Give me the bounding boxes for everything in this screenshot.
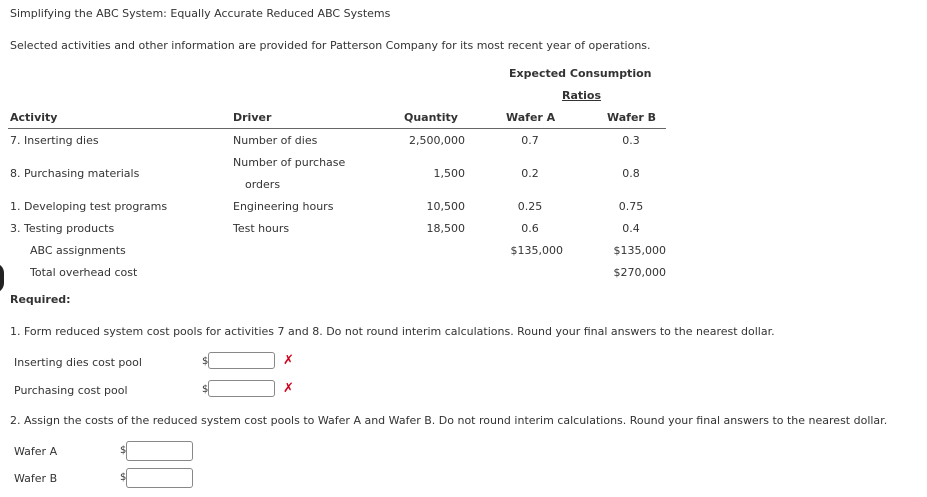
row-4-quantity: 18,500 — [426, 222, 465, 235]
row-3-quantity: 10,500 — [426, 200, 465, 213]
abc-assignments-wafer-a: $135,000 — [510, 244, 563, 257]
inserting-dies-label: Inserting dies cost pool — [14, 356, 142, 369]
incorrect-icon: ✗ — [283, 353, 294, 368]
row-3-driver: Engineering hours — [233, 200, 334, 213]
wafer-a-cost-input[interactable] — [126, 441, 193, 461]
required-label: Required: — [10, 293, 71, 306]
abc-assignments-label: ABC assignments — [30, 244, 126, 257]
purchasing-cost-pool-input[interactable] — [208, 380, 275, 397]
abc-assignments-wafer-b: $135,000 — [613, 244, 666, 257]
purchasing-cost-pool-label: Purchasing cost pool — [14, 384, 128, 397]
side-marker — [0, 263, 4, 293]
col-header-activity: Activity — [10, 111, 58, 124]
row-4-wafer-a: 0.6 — [521, 222, 539, 235]
group-header-consumption: Expected Consumption — [509, 67, 652, 80]
row-2-driver-line2: orders — [245, 178, 281, 191]
question-1-text: 1. Form reduced system cost pools for activities 7 and 8. Do not round interim calculations. Round your final answers to the nearest dollar. — [10, 325, 775, 338]
currency-symbol: $ — [202, 384, 209, 395]
currency-symbol: $ — [120, 445, 127, 456]
row-3-wafer-b: 0.75 — [618, 200, 644, 213]
inserting-dies-cost-pool-input[interactable] — [208, 352, 275, 369]
row-1-quantity: 2,500,000 — [409, 134, 465, 147]
col-header-wafer-b: Wafer B — [607, 111, 657, 124]
row-1-wafer-a: 0.7 — [521, 134, 539, 147]
wafer-b-label: Wafer B — [14, 472, 58, 485]
col-header-wafer-a: Wafer A — [506, 111, 556, 124]
total-overhead-label: Total overhead cost — [30, 266, 138, 279]
row-2-wafer-b: 0.8 — [622, 167, 640, 180]
row-1-activity: 7. Inserting dies — [10, 134, 99, 147]
row-3-wafer-a: 0.25 — [517, 200, 543, 213]
row-4-driver: Test hours — [233, 222, 290, 235]
col-header-quantity: Quantity — [404, 111, 458, 124]
currency-symbol: $ — [202, 356, 209, 367]
row-4-wafer-b: 0.4 — [622, 222, 640, 235]
intro-text: Selected activities and other information are provided for Patterson Company for its most recent year of operations. — [10, 39, 651, 52]
group-header-ratios: Ratios — [562, 89, 602, 102]
total-overhead-wafer-b: $270,000 — [613, 266, 666, 279]
incorrect-icon: ✗ — [283, 381, 294, 396]
row-2-driver-line1: Number of purchase — [233, 156, 346, 169]
row-4-activity: 3. Testing products — [10, 222, 115, 235]
row-2-activity: 8. Purchasing materials — [10, 167, 140, 180]
row-2-quantity: 1,500 — [433, 167, 465, 180]
header-rule — [8, 128, 666, 129]
wafer-a-label: Wafer A — [14, 445, 58, 458]
row-2-wafer-a: 0.2 — [521, 167, 539, 180]
page-title: Simplifying the ABC System: Equally Accurate Reduced ABC Systems — [10, 7, 391, 20]
row-1-wafer-b: 0.3 — [622, 134, 640, 147]
row-1-driver: Number of dies — [233, 134, 318, 147]
question-2-text: 2. Assign the costs of the reduced system cost pools to Wafer A and Wafer B. Do not round interim calculations. Round your final answers to the nearest dollar. — [10, 414, 888, 427]
wafer-b-cost-input[interactable] — [126, 468, 193, 488]
currency-symbol: $ — [120, 472, 127, 483]
row-3-activity: 1. Developing test programs — [10, 200, 168, 213]
col-header-driver: Driver — [233, 111, 272, 124]
